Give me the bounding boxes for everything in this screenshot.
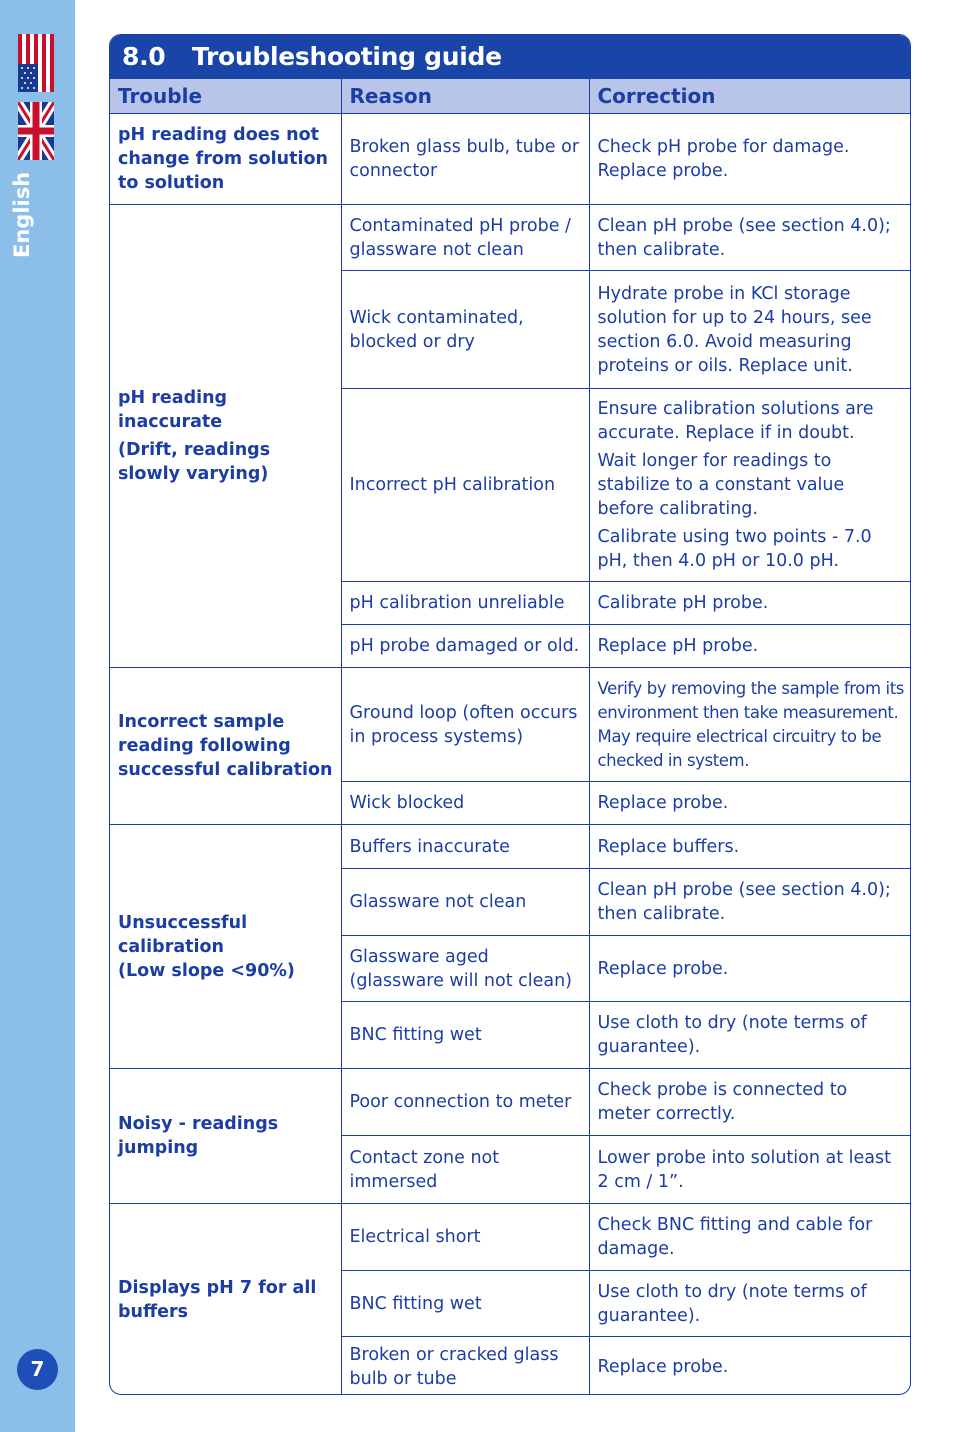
section-title: Troubleshooting guide	[192, 42, 502, 71]
correction-text: Wait longer for readings to stabilize to a constant value before calibrating.	[597, 451, 845, 519]
correction-cell	[589, 271, 911, 389]
reason-cell: Contact zone not immersed	[341, 1136, 589, 1204]
trouble-cell: Displays pH 7 for all buffers	[110, 1204, 341, 1396]
correction-text: Replace probe.	[597, 958, 729, 979]
trouble-text: pH reading inaccurate	[118, 388, 228, 432]
correction-cell	[589, 668, 911, 782]
table-row	[110, 1069, 911, 1136]
trouble-cell	[110, 825, 341, 1069]
correction-text: Check probe is connected to meter correctly.	[597, 1080, 848, 1124]
correction-cell	[589, 1069, 911, 1136]
correction-text: Replace probe.	[597, 793, 729, 813]
reason-cell: Broken or cracked glass bulb or tube	[341, 1337, 589, 1396]
correction-text: Replace probe.	[597, 1357, 729, 1377]
reason-cell: pH calibration unreliable	[341, 582, 589, 625]
trouble-text: Unsuccessful calibration	[118, 912, 248, 957]
correction-cell	[589, 205, 911, 271]
language-sidebar	[0, 0, 75, 1432]
section-title-bar	[110, 35, 910, 79]
table-row	[110, 668, 911, 782]
correction-text: Lower probe into solution at least 2 cm / 1”.	[597, 1147, 891, 1192]
correction-cell	[589, 1271, 911, 1337]
reason-cell: BNC fitting wet	[341, 1271, 589, 1337]
trouble-cell: Incorrect sample reading following successful calibration	[110, 668, 341, 825]
reason-cell: Electrical short	[341, 1204, 589, 1271]
uk-flag-icon[interactable]	[18, 102, 54, 160]
trouble-cell: pH reading does not change from solution to solution	[110, 114, 341, 205]
column-header-trouble: Trouble	[110, 79, 341, 114]
correction-text: Check pH probe for damage. Replace probe.	[597, 137, 850, 181]
reason-cell: Contaminated pH probe / glassware not clean	[341, 205, 589, 271]
correction-text: Hydrate probe in KCl storage solution for up to 24 hours, see section 6.0. Avoid measuring proteins or oils. Replace unit.	[597, 283, 872, 376]
correction-text: Check BNC fitting and cable for damage.	[597, 1215, 873, 1259]
correction-cell	[589, 1337, 911, 1396]
troubleshooting-guide	[109, 34, 911, 1395]
correction-text: Ensure calibration solutions are accurate. Replace if in doubt.	[597, 399, 874, 443]
table-row	[110, 114, 911, 205]
correction-cell	[589, 869, 911, 936]
correction-text: Replace buffers.	[597, 836, 740, 857]
trouble-cell	[110, 205, 341, 668]
reason-cell: Glassware not clean	[341, 869, 589, 936]
correction-cell	[589, 782, 911, 825]
correction-cell	[589, 936, 911, 1002]
reason-cell: Incorrect pH calibration	[341, 389, 589, 582]
correction-text: Verify by removing the sample from its environment then take measurement. May require electrical circuitry to be checked in system.	[597, 678, 904, 770]
correction-cell	[589, 582, 911, 625]
reason-cell: Ground loop (often occurs in process systems)	[341, 668, 589, 782]
page-number: 7	[17, 1349, 58, 1390]
troubleshooting-table	[110, 79, 911, 1395]
reason-cell: Wick blocked	[341, 782, 589, 825]
us-flag-icon[interactable]	[18, 34, 54, 92]
correction-cell	[589, 1002, 911, 1069]
column-header-reason: Reason	[341, 79, 589, 114]
reason-cell: BNC fitting wet	[341, 1002, 589, 1069]
section-number: 8.0	[122, 42, 166, 71]
reason-cell: Buffers inaccurate	[341, 825, 589, 869]
reason-cell: Broken glass bulb, tube or connector	[341, 114, 589, 205]
table-header-row	[110, 79, 911, 114]
correction-text: Calibrate pH probe.	[597, 593, 769, 613]
table-row	[110, 825, 911, 869]
table-row	[110, 1204, 911, 1271]
language-label[interactable]: English	[10, 171, 34, 258]
reason-cell: Glassware aged (glassware will not clean)	[341, 936, 589, 1002]
reason-cell: pH probe damaged or old.	[341, 625, 589, 668]
correction-text: Use cloth to dry (note terms of guarantee).	[597, 1281, 867, 1326]
trouble-subtext: (Low slope <90%)	[118, 960, 295, 981]
correction-text: Clean pH probe (see section 4.0); then calibrate.	[597, 880, 891, 924]
correction-cell	[589, 389, 911, 582]
trouble-subtext: (Drift, readings slowly varying)	[118, 440, 271, 484]
table-row	[110, 205, 911, 271]
correction-text: Clean pH probe (see section 4.0); then calibrate.	[597, 215, 891, 260]
correction-text: Calibrate using two points - 7.0 pH, then 4.0 pH or 10.0 pH.	[597, 527, 872, 571]
trouble-cell: Noisy - readings jumping	[110, 1069, 341, 1204]
correction-cell	[589, 114, 911, 205]
reason-cell: Poor connection to meter	[341, 1069, 589, 1136]
correction-cell	[589, 825, 911, 869]
correction-cell	[589, 1204, 911, 1271]
correction-cell	[589, 625, 911, 668]
correction-cell	[589, 1136, 911, 1204]
correction-text: Replace pH probe.	[597, 636, 759, 656]
column-header-correction: Correction	[589, 79, 911, 114]
reason-cell: Wick contaminated, blocked or dry	[341, 271, 589, 389]
correction-text: Use cloth to dry (note terms of guarantee).	[597, 1013, 867, 1057]
